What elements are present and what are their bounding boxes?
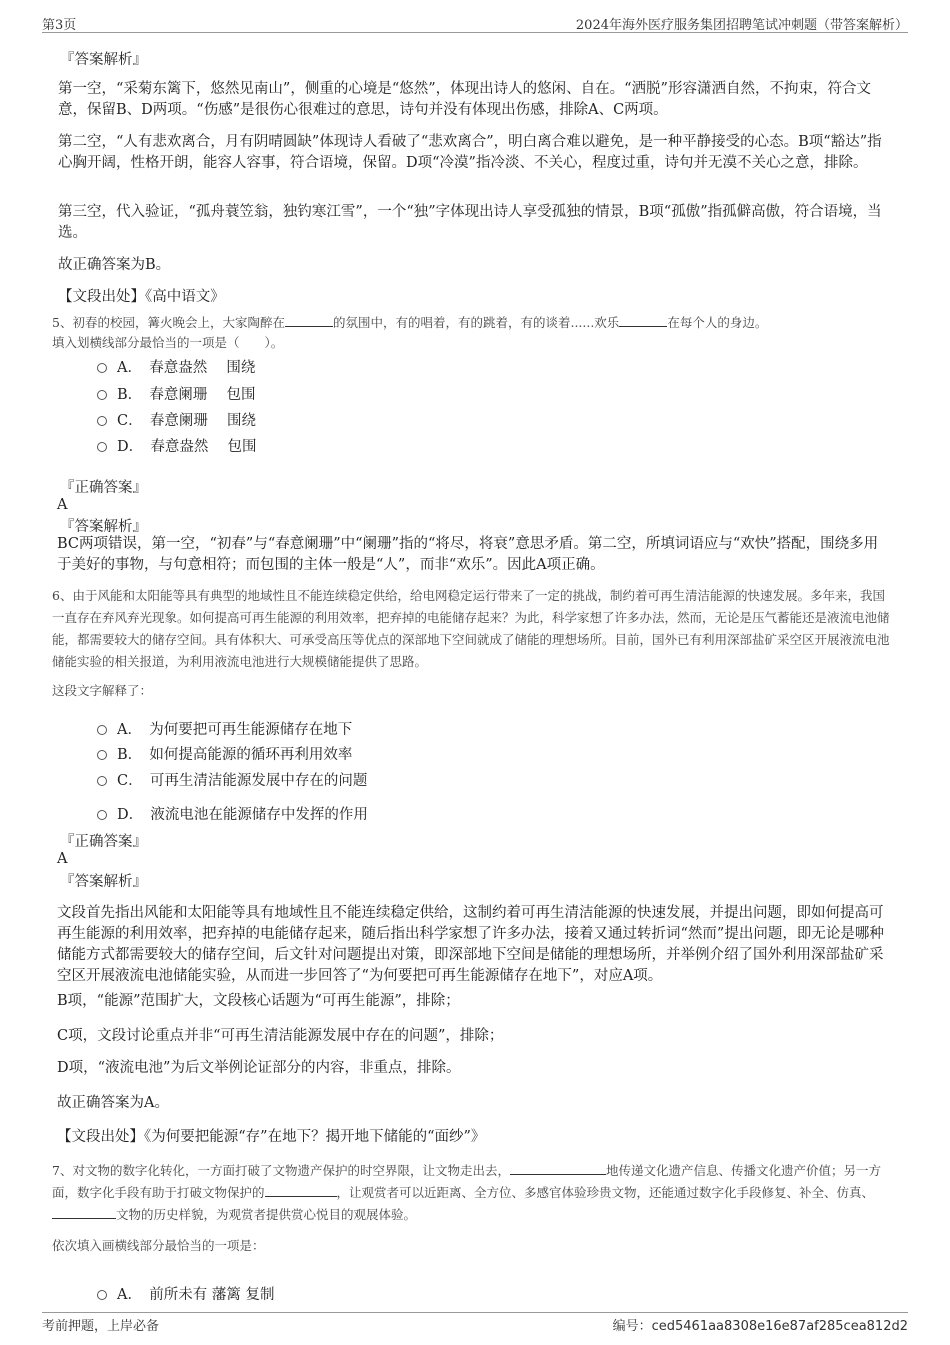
page-header bbox=[42, 12, 908, 33]
q5-option-d[interactable] bbox=[97, 435, 256, 456]
q7-blank-2 bbox=[265, 1184, 337, 1197]
document-title: 2024年海外医疗服务集团招聘笔试冲刺题（带答案解析） bbox=[575, 18, 908, 33]
q7-option-a-label: A． 前所未有 藩篱 复制 bbox=[117, 1287, 275, 1303]
q5-option-a[interactable] bbox=[97, 356, 255, 377]
q6-option-b-label: B． 如何提高能源的循环再利用效率 bbox=[117, 747, 353, 763]
q5-blank-1 bbox=[285, 314, 333, 327]
q6-prompt: 这段文字解释了： bbox=[52, 683, 153, 698]
q7-stem-part-d: 文物的历史样貌，为观赏者提供赏心悦目的观展体验。 bbox=[116, 1207, 417, 1222]
q4-conclusion: 故正确答案为B。 bbox=[58, 257, 171, 273]
q5-option-b[interactable] bbox=[97, 383, 256, 404]
q6-analysis-p2: B项，“能源”范围扩大，文段核心话题为“可再生能源”，排除； bbox=[57, 993, 460, 1009]
footer-slogan: 考前押题，上岸必备 bbox=[42, 1319, 160, 1334]
q6-stem: 6、由于风能和太阳能等具有典型的地域性且不能连续稳定供给，给电网稳定运行带来了一定的挑战，制约着可再生清洁能源的快速发展。多年来，我国一直存在弃风弃光现象。如何提高可再生能源的利用效率，把弃掉的电能储存起来？为此，科学家想了许多办法，然而，无论是压气蓄能还是液流电池储能，都需要较大的储存空间。具有体积大、可承受高压等优点的深部地下空间就成了储能的理想场所。目前，国外已有利用深部盐矿采空区开展液流电池储能实验的相关报道，为利用液流电池进行大规模储能提供了思路。 bbox=[52, 588, 890, 669]
q7-stem bbox=[52, 1160, 890, 1226]
q5-stem-part-a: 5、初春的校园，篝火晚会上，大家陶醉在 bbox=[52, 315, 285, 330]
q7-stem-part-c: ，让观赏者可以近距离、全方位、多感官体验珍贵文物，还能通过数字化手段修复、补全、仿真、 bbox=[336, 1185, 875, 1200]
q6-option-c-label: C． 可再生清洁能源发展中存在的问题 bbox=[117, 773, 368, 789]
document-code-value: ced5461aa8308e16e87af285cea812d2 bbox=[651, 1319, 908, 1334]
q6-option-a[interactable] bbox=[97, 718, 352, 739]
radio-icon[interactable] bbox=[97, 1290, 107, 1300]
q4-analysis-p3: 第三空，代入验证，“孤舟蓑笠翁，独钓寒江雪”，一个“独”字体现出诗人享受孤独的情景，B项“孤傲”指孤僻高傲，符合语境，当选。 bbox=[58, 204, 882, 241]
q7-stem-part-b: 地传递文化遗产信息、传播文化遗产价值；另一方面，数字化手段有助于打破文物保护的 bbox=[52, 1163, 881, 1200]
q6-answer: A bbox=[57, 851, 68, 867]
radio-icon[interactable] bbox=[97, 442, 107, 452]
q5-answer-label: 『正确答案』 bbox=[60, 480, 147, 496]
q6-conclusion: 故正确答案为A。 bbox=[57, 1095, 169, 1111]
q6-option-d-label: D． 液流电池在能源储存中发挥的作用 bbox=[117, 807, 368, 823]
q6-analysis-p1: 文段首先指出风能和太阳能等具有地域性且不能连续稳定供给，这制约着可再生清洁能源的快速发展，并提出问题，即如何提高可再生能源的利用效率，把弃掉的电能储存起来，随后指出科学家想了许多办法，接着又通过转折词“然而”提出问题，即无论是哪种储能方式都需要较大的储存空间，后文针对问题提出对策，即深部地下空间是储能的理想场所，并举例介绍了国外利用深部盐矿采空区开展液流电池储能实验，从而进一步回答了“为何要把可再生能源储存在地下”，对应A项。 bbox=[57, 905, 884, 984]
radio-icon[interactable] bbox=[97, 416, 107, 426]
q4-analysis-p2: 第二空，“人有悲欢离合，月有阴晴圆缺”体现诗人看破了“悲欢离合”，明白离合难以避免，是一种平静接受的心态。B项“豁达”指心胸开阔，性格开朗，能容人容事，符合语境，保留。D项“冷漠”指冷淡、不关心，程度过重，诗句并无漠不关心之意，排除。 bbox=[58, 134, 882, 171]
q5-option-a-label: A． 春意盎然 围绕 bbox=[117, 360, 256, 376]
radio-icon[interactable] bbox=[97, 750, 107, 760]
q7-prompt: 依次填入画横线部分最恰当的一项是： bbox=[52, 1238, 265, 1253]
radio-icon[interactable] bbox=[97, 390, 107, 400]
page-number: 第3页 bbox=[42, 18, 77, 33]
q5-stem bbox=[52, 312, 890, 334]
q5-stem-part-b: 的氛围中，有的唱着，有的跳着，有的谈着......欢乐 bbox=[332, 315, 620, 330]
q4-source: 【文段出处】《高中语文》 bbox=[58, 289, 225, 305]
q5-option-b-label: B． 春意阑珊 包围 bbox=[117, 387, 256, 403]
q7-blank-3 bbox=[52, 1206, 116, 1219]
q5-answer: A bbox=[57, 497, 68, 513]
q5-option-c[interactable] bbox=[97, 409, 256, 430]
q7-stem-part-a: 7、对文物的数字化转化，一方面打破了文物遗产保护的时空界限，让文物走出去， bbox=[52, 1163, 510, 1178]
radio-icon[interactable] bbox=[97, 776, 107, 786]
q6-option-a-label: A． 为何要把可再生能源储存在地下 bbox=[117, 722, 353, 738]
q6-option-d[interactable] bbox=[97, 803, 368, 824]
radio-icon[interactable] bbox=[97, 810, 107, 820]
q6-option-c[interactable] bbox=[97, 769, 367, 790]
q6-answer-label: 『正确答案』 bbox=[60, 834, 147, 850]
q4-analysis-label: 『答案解析』 bbox=[60, 52, 147, 68]
q4-analysis-p1: 第一空，“采菊东篱下，悠然见南山”，侧重的心境是“悠然”，体现出诗人的悠闲、自在。“洒脱”形容潇洒自然，不拘束，符合文意，保留B、D两项。“伤感”是很伤心很难过的意思，诗句并没有体现出伤感，排除A、C两项。 bbox=[58, 81, 871, 118]
q5-blank-2 bbox=[619, 314, 667, 327]
q6-source: 【文段出处】《为何要把能源“存”在地下？揭开地下储能的“面纱”》 bbox=[57, 1129, 486, 1145]
radio-icon[interactable] bbox=[97, 725, 107, 735]
q7-option-a[interactable] bbox=[97, 1283, 274, 1304]
document-code bbox=[613, 1315, 908, 1334]
q6-option-b[interactable] bbox=[97, 743, 352, 764]
q5-instruction: 填入划横线部分最恰当的一项是（ ）。 bbox=[52, 335, 284, 350]
page-footer bbox=[42, 1312, 908, 1333]
q5-stem-part-c: 在每个人的身边。 bbox=[667, 315, 768, 330]
q5-option-d-label: D． 春意盎然 包围 bbox=[117, 439, 257, 455]
q6-analysis-p4: D项，“液流电池”为后文举例论证部分的内容，非重点，排除。 bbox=[57, 1060, 461, 1076]
radio-icon[interactable] bbox=[97, 363, 107, 373]
q5-option-c-label: C． 春意阑珊 围绕 bbox=[117, 413, 256, 429]
q7-blank-1 bbox=[510, 1162, 606, 1175]
q5-analysis: BC两项错误，第一空，“初春”与“春意阑珊”中“阑珊”指的“将尽，将衰”意思矛盾。第二空，所填词语应与“欢快”搭配，围绕多用于美好的事物，与句意相符；而包围的主体一般是“人”，而非“欢乐”。因此A项正确。 bbox=[57, 536, 879, 573]
document-code-label: 编号： bbox=[612, 1319, 652, 1334]
q6-analysis-p3: C项，文段讨论重点并非“可再生清洁能源发展中存在的问题”，排除； bbox=[57, 1028, 504, 1044]
q5-analysis-label: 『答案解析』 bbox=[60, 519, 147, 535]
q6-analysis-label: 『答案解析』 bbox=[60, 874, 147, 890]
